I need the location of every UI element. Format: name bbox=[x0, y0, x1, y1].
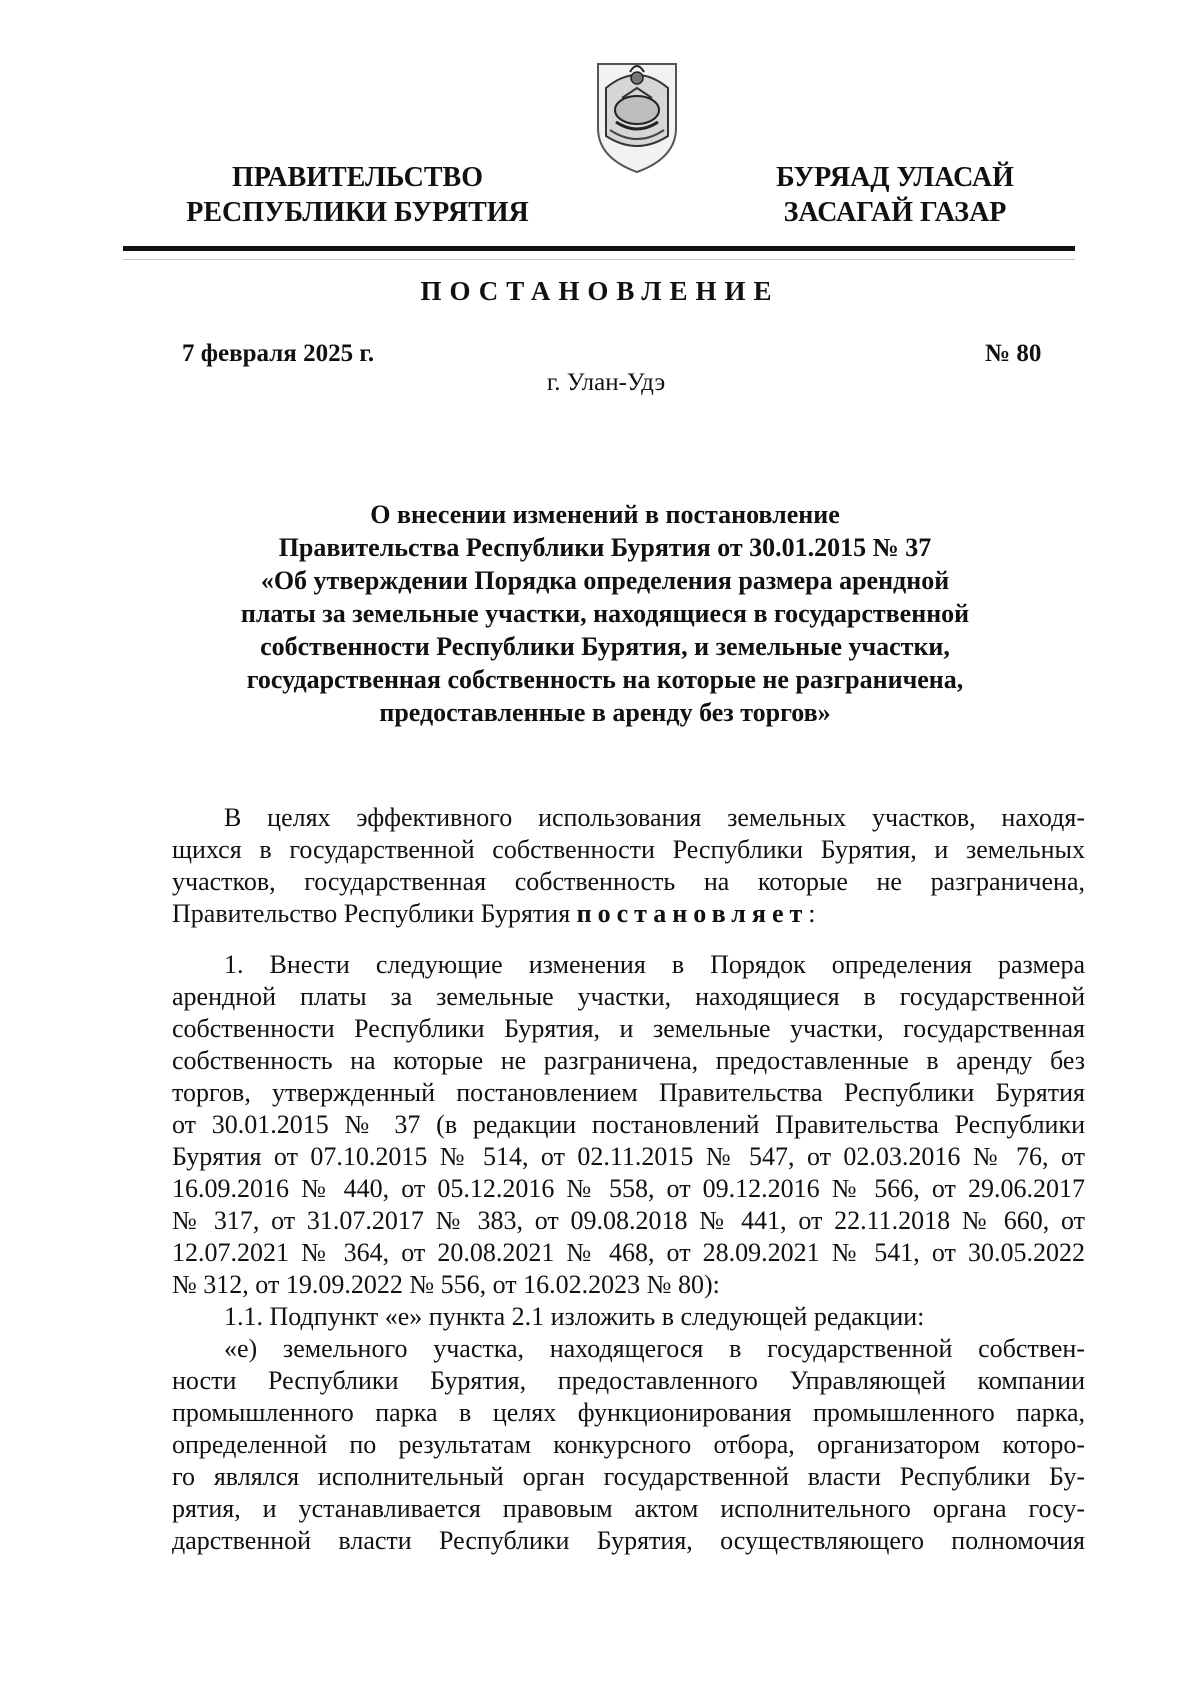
decree-prefix: Правительство Республики Бурятия bbox=[172, 899, 577, 928]
title-line: предоставленные в аренду без торгов» bbox=[379, 698, 831, 727]
body-line: «е) земельного участка, находящегося в государственной собствен- bbox=[224, 1334, 1085, 1363]
body-line: дарственной власти Республики Бурятия, осуществляющего полномочия bbox=[172, 1526, 1085, 1555]
body-line: от 30.01.2015 № 37 (в редакции постановлений Правительства Республики bbox=[172, 1110, 1085, 1139]
body-line: участков, государственная собственность на которые не разграничена, bbox=[172, 867, 1085, 896]
preamble-paragraph bbox=[172, 802, 1085, 930]
body-line: № 317, от 31.07.2017 № 383, от 09.08.2018 № 441, от 22.11.2018 № 660, от bbox=[172, 1206, 1085, 1235]
body-line: го являлся исполнительный орган государственной власти Республики Бу- bbox=[172, 1462, 1085, 1491]
title-line: О внесении изменений в постановление bbox=[370, 500, 840, 529]
body-line: торгов, утвержденный постановлением Правительства Республики Бурятия bbox=[172, 1078, 1085, 1107]
org-name-buryat bbox=[750, 160, 1040, 230]
org-name-russian-line2: РЕСПУБЛИКИ БУРЯТИЯ bbox=[186, 197, 529, 228]
body-line: ности Республики Бурятия, предоставленного Управляющей компании bbox=[172, 1366, 1085, 1395]
title-line: Правительства Республики Бурятия от 30.01.2015 № 37 bbox=[278, 533, 932, 562]
body-line: Бурятия от 07.10.2015 № 514, от 02.11.2015 № 547, от 02.03.2016 № 76, от bbox=[172, 1142, 1085, 1171]
document-city: г. Улан-Удэ bbox=[546, 369, 666, 396]
body-line: 16.09.2016 № 440, от 05.12.2016 № 558, от 09.12.2016 № 566, от 29.06.2017 bbox=[172, 1174, 1085, 1203]
body-line: определенной по результатам конкурсного отбора, организатором которо- bbox=[172, 1430, 1085, 1459]
title-line: государственная собственность на которые не разграничена, bbox=[246, 665, 964, 694]
body-line: 12.07.2021 № 364, от 20.08.2021 № 468, от 28.09.2021 № 541, от 30.05.2022 bbox=[172, 1238, 1085, 1267]
body-line: щихся в государственной собственности Республики Бурятия, и земельных bbox=[172, 835, 1085, 864]
document-type: ПОСТАНОВЛЕНИЕ bbox=[420, 276, 780, 306]
org-name-russian bbox=[185, 160, 530, 230]
document-number: № 80 bbox=[985, 340, 1042, 367]
org-name-buryat-line2: ЗАСАГАЙ ГАЗАР bbox=[783, 197, 1007, 228]
body-line: промышленного парка в целях функционирования промышленного парка, bbox=[172, 1398, 1085, 1427]
clause-1-paragraph bbox=[172, 949, 1085, 1557]
body-line: В целях эффективного использования земельных участков, находя- bbox=[224, 803, 1085, 832]
header-rule bbox=[123, 246, 1075, 251]
decree-suffix: : bbox=[808, 899, 816, 928]
title-line: платы за земельные участки, находящиеся в государственной bbox=[240, 599, 970, 628]
body-line: рятия, и устанавливается правовым актом исполнительного органа госу- bbox=[172, 1494, 1085, 1523]
header-rule-thin bbox=[123, 259, 1075, 260]
coat-of-arms-icon bbox=[592, 58, 682, 176]
body-line: собственности Республики Бурятия, и земельные участки, государственная bbox=[172, 1014, 1085, 1043]
body-line: арендной платы за земельные участки, находящиеся в государственной bbox=[172, 982, 1085, 1011]
org-name-russian-line1: ПРАВИТЕЛЬСТВО bbox=[232, 162, 483, 193]
org-name-buryat-line1: БУРЯАД УЛАСАЙ bbox=[776, 162, 1014, 193]
body-line: № 312, от 19.09.2022 № 556, от 16.02.2023 № 80): bbox=[172, 1270, 720, 1299]
body-line: 1. Внести следующие изменения в Порядок определения размера bbox=[224, 950, 1085, 979]
body-line bbox=[172, 898, 1085, 930]
body-line: собственность на которые не разграничена, предоставленные в аренду без bbox=[172, 1046, 1085, 1075]
title-line: «Об утверждении Порядка определения размера арендной bbox=[260, 566, 950, 595]
document-date: 7 февраля 2025 г. bbox=[182, 340, 375, 367]
document-title bbox=[160, 498, 1050, 729]
clause-1-1-line: 1.1. Подпункт «е» пункта 2.1 изложить в следующей редакции: bbox=[224, 1302, 925, 1331]
decree-word: постановляет bbox=[576, 899, 809, 928]
title-line: собственности Республики Бурятия, и земельные участки, bbox=[260, 632, 950, 661]
